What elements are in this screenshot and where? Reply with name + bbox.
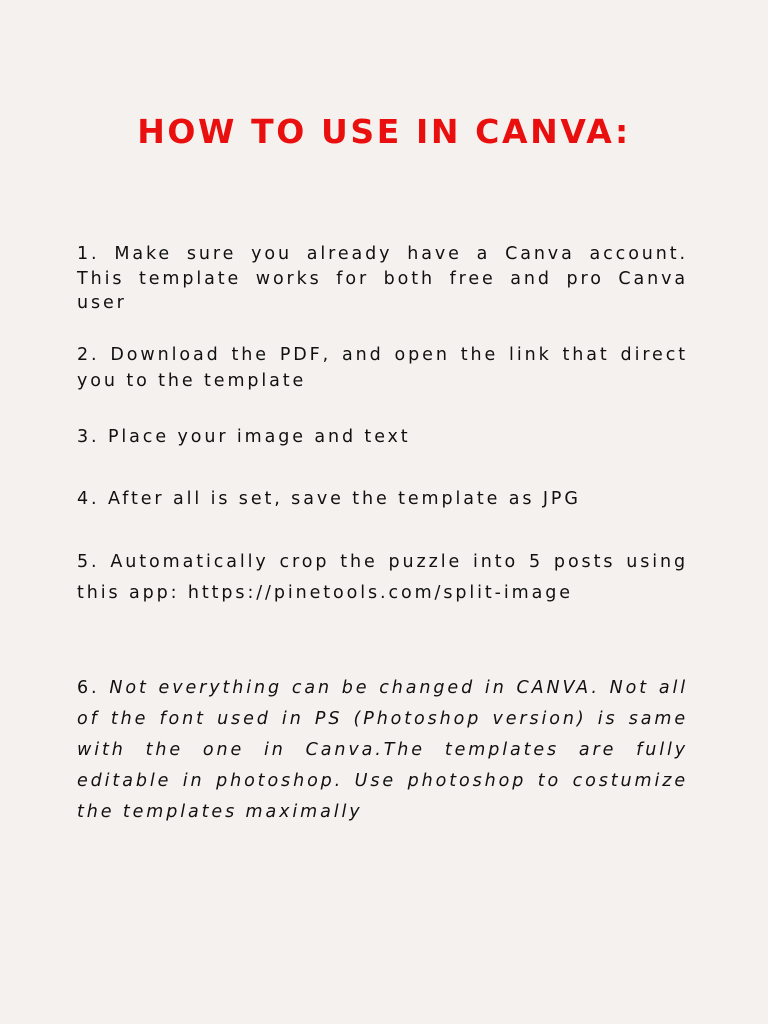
step-item [77,342,688,394]
step-number: 5. [77,552,100,572]
step-text: Place your image and text [107,427,411,447]
step-number: 2. [77,345,100,365]
step-number: 3. [77,427,100,447]
step-text: After all is set, save the template as JPG [107,489,581,509]
step-number: 4. [77,489,100,509]
page-title: HOW TO USE IN CANVA: [137,112,631,151]
step-text: Download the PDF, and open the link that direct you to the template [77,345,688,391]
step-item [77,424,688,450]
step-number: 6. [77,678,100,698]
step-item [77,673,688,828]
step-item [77,242,688,316]
step-text: Automatically crop the puzzle into 5 posts using this app: [77,552,688,603]
step-item [77,547,688,609]
step-text: Not everything can be changed in CANVA. Not all of the font used in PS (Photoshop version) is same with the one in Canva.The templates are fully editable in photoshop. Use photoshop to costumize the templates maximally [77,678,688,822]
step-text: Make sure you already have a Canva account. This template works for both free and pro Canva user [77,244,689,313]
step-number: 1. [77,244,100,264]
step-item [77,486,688,512]
split-image-link[interactable]: https://pinetools.com/split-image [187,583,573,603]
